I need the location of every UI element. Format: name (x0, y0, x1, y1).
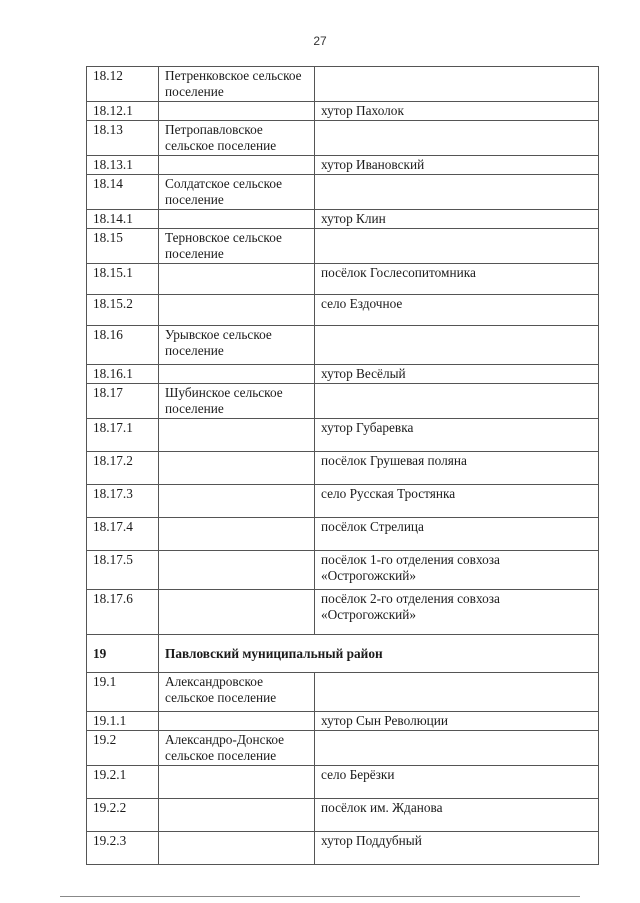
settlement-name: Петропавловское сельское поселение (159, 121, 315, 156)
row-number: 19.1 (87, 673, 159, 712)
table-row (87, 365, 599, 384)
settlement-name (159, 590, 315, 635)
settlements-table-wrapper (86, 66, 598, 865)
settlement-name (159, 551, 315, 590)
table-row (87, 419, 599, 452)
settlements-table (86, 66, 599, 865)
locality-name (315, 175, 599, 210)
table-row (87, 295, 599, 326)
locality-name: хутор Поддубный (315, 832, 599, 865)
locality-name: посёлок 2-го отделения совхоза «Острогожский» (315, 590, 599, 635)
table-row (87, 67, 599, 102)
table-row (87, 156, 599, 175)
row-number: 18.15.1 (87, 264, 159, 295)
row-number: 18.13 (87, 121, 159, 156)
settlement-name (159, 264, 315, 295)
page-number: 27 (313, 34, 327, 48)
table-row (87, 673, 599, 712)
settlement-name: Петренковское сельское поселение (159, 67, 315, 102)
locality-name: посёлок Стрелица (315, 518, 599, 551)
settlement-name (159, 419, 315, 452)
table-row (87, 175, 599, 210)
settlement-name (159, 210, 315, 229)
row-number: 18.17.1 (87, 419, 159, 452)
row-number: 19.1.1 (87, 712, 159, 731)
row-number: 18.12 (87, 67, 159, 102)
locality-name (315, 326, 599, 365)
settlement-name: Урывское сельское поселение (159, 326, 315, 365)
row-number: 19.2 (87, 731, 159, 766)
row-number: 18.12.1 (87, 102, 159, 121)
locality-name: посёлок им. Жданова (315, 799, 599, 832)
locality-name: хутор Пахолок (315, 102, 599, 121)
row-number: 18.13.1 (87, 156, 159, 175)
locality-name (315, 67, 599, 102)
table-row (87, 551, 599, 590)
locality-name (315, 121, 599, 156)
row-number: 18.14.1 (87, 210, 159, 229)
row-number: 18.14 (87, 175, 159, 210)
table-row (87, 264, 599, 295)
settlement-name: Терновское сельское поселение (159, 229, 315, 264)
table-row (87, 384, 599, 419)
district-number: 19 (87, 635, 159, 673)
row-number: 18.17 (87, 384, 159, 419)
settlement-name: Шубинское сельское поселение (159, 384, 315, 419)
table-row (87, 485, 599, 518)
table-row (87, 712, 599, 731)
table-row (87, 731, 599, 766)
district-name: Павловский муниципальный район (159, 635, 599, 673)
table-row (87, 590, 599, 635)
table-row (87, 518, 599, 551)
row-number: 18.17.3 (87, 485, 159, 518)
locality-name: село Ездочное (315, 295, 599, 326)
settlement-name (159, 832, 315, 865)
row-number: 18.16.1 (87, 365, 159, 384)
row-number: 19.2.1 (87, 766, 159, 799)
locality-name (315, 673, 599, 712)
locality-name: хутор Весёлый (315, 365, 599, 384)
locality-name: хутор Сын Революции (315, 712, 599, 731)
locality-name: хутор Клин (315, 210, 599, 229)
settlement-name (159, 452, 315, 485)
locality-name: село Русская Тростянка (315, 485, 599, 518)
settlement-name (159, 365, 315, 384)
settlement-name (159, 485, 315, 518)
table-row (87, 832, 599, 865)
row-number: 18.15.2 (87, 295, 159, 326)
table-row (87, 102, 599, 121)
bottom-page-rule (60, 896, 580, 897)
row-number: 18.15 (87, 229, 159, 264)
locality-name (315, 229, 599, 264)
table-row (87, 229, 599, 264)
settlement-name (159, 295, 315, 326)
row-number: 18.16 (87, 326, 159, 365)
locality-name: посёлок Грушевая поляна (315, 452, 599, 485)
locality-name: село Берёзки (315, 766, 599, 799)
table-row (87, 799, 599, 832)
settlement-name (159, 712, 315, 731)
settlement-name: Солдатское сельское поселение (159, 175, 315, 210)
locality-name: хутор Ивановский (315, 156, 599, 175)
row-number: 19.2.3 (87, 832, 159, 865)
locality-name (315, 731, 599, 766)
settlement-name (159, 518, 315, 551)
locality-name: посёлок Гослесопитомника (315, 264, 599, 295)
locality-name: хутор Губаревка (315, 419, 599, 452)
row-number: 18.17.5 (87, 551, 159, 590)
settlement-name: Александро-Донское сельское поселение (159, 731, 315, 766)
row-number: 18.17.2 (87, 452, 159, 485)
table-row (87, 452, 599, 485)
settlement-name (159, 766, 315, 799)
row-number: 18.17.6 (87, 590, 159, 635)
settlement-name: Александровское сельское поселение (159, 673, 315, 712)
table-row (87, 766, 599, 799)
locality-name (315, 384, 599, 419)
locality-name: посёлок 1-го отделения совхоза «Острогожский» (315, 551, 599, 590)
row-number: 18.17.4 (87, 518, 159, 551)
row-number: 19.2.2 (87, 799, 159, 832)
table-row (87, 326, 599, 365)
settlement-name (159, 102, 315, 121)
table-row (87, 121, 599, 156)
district-header-row (87, 635, 599, 673)
settlement-name (159, 156, 315, 175)
table-row (87, 210, 599, 229)
settlement-name (159, 799, 315, 832)
